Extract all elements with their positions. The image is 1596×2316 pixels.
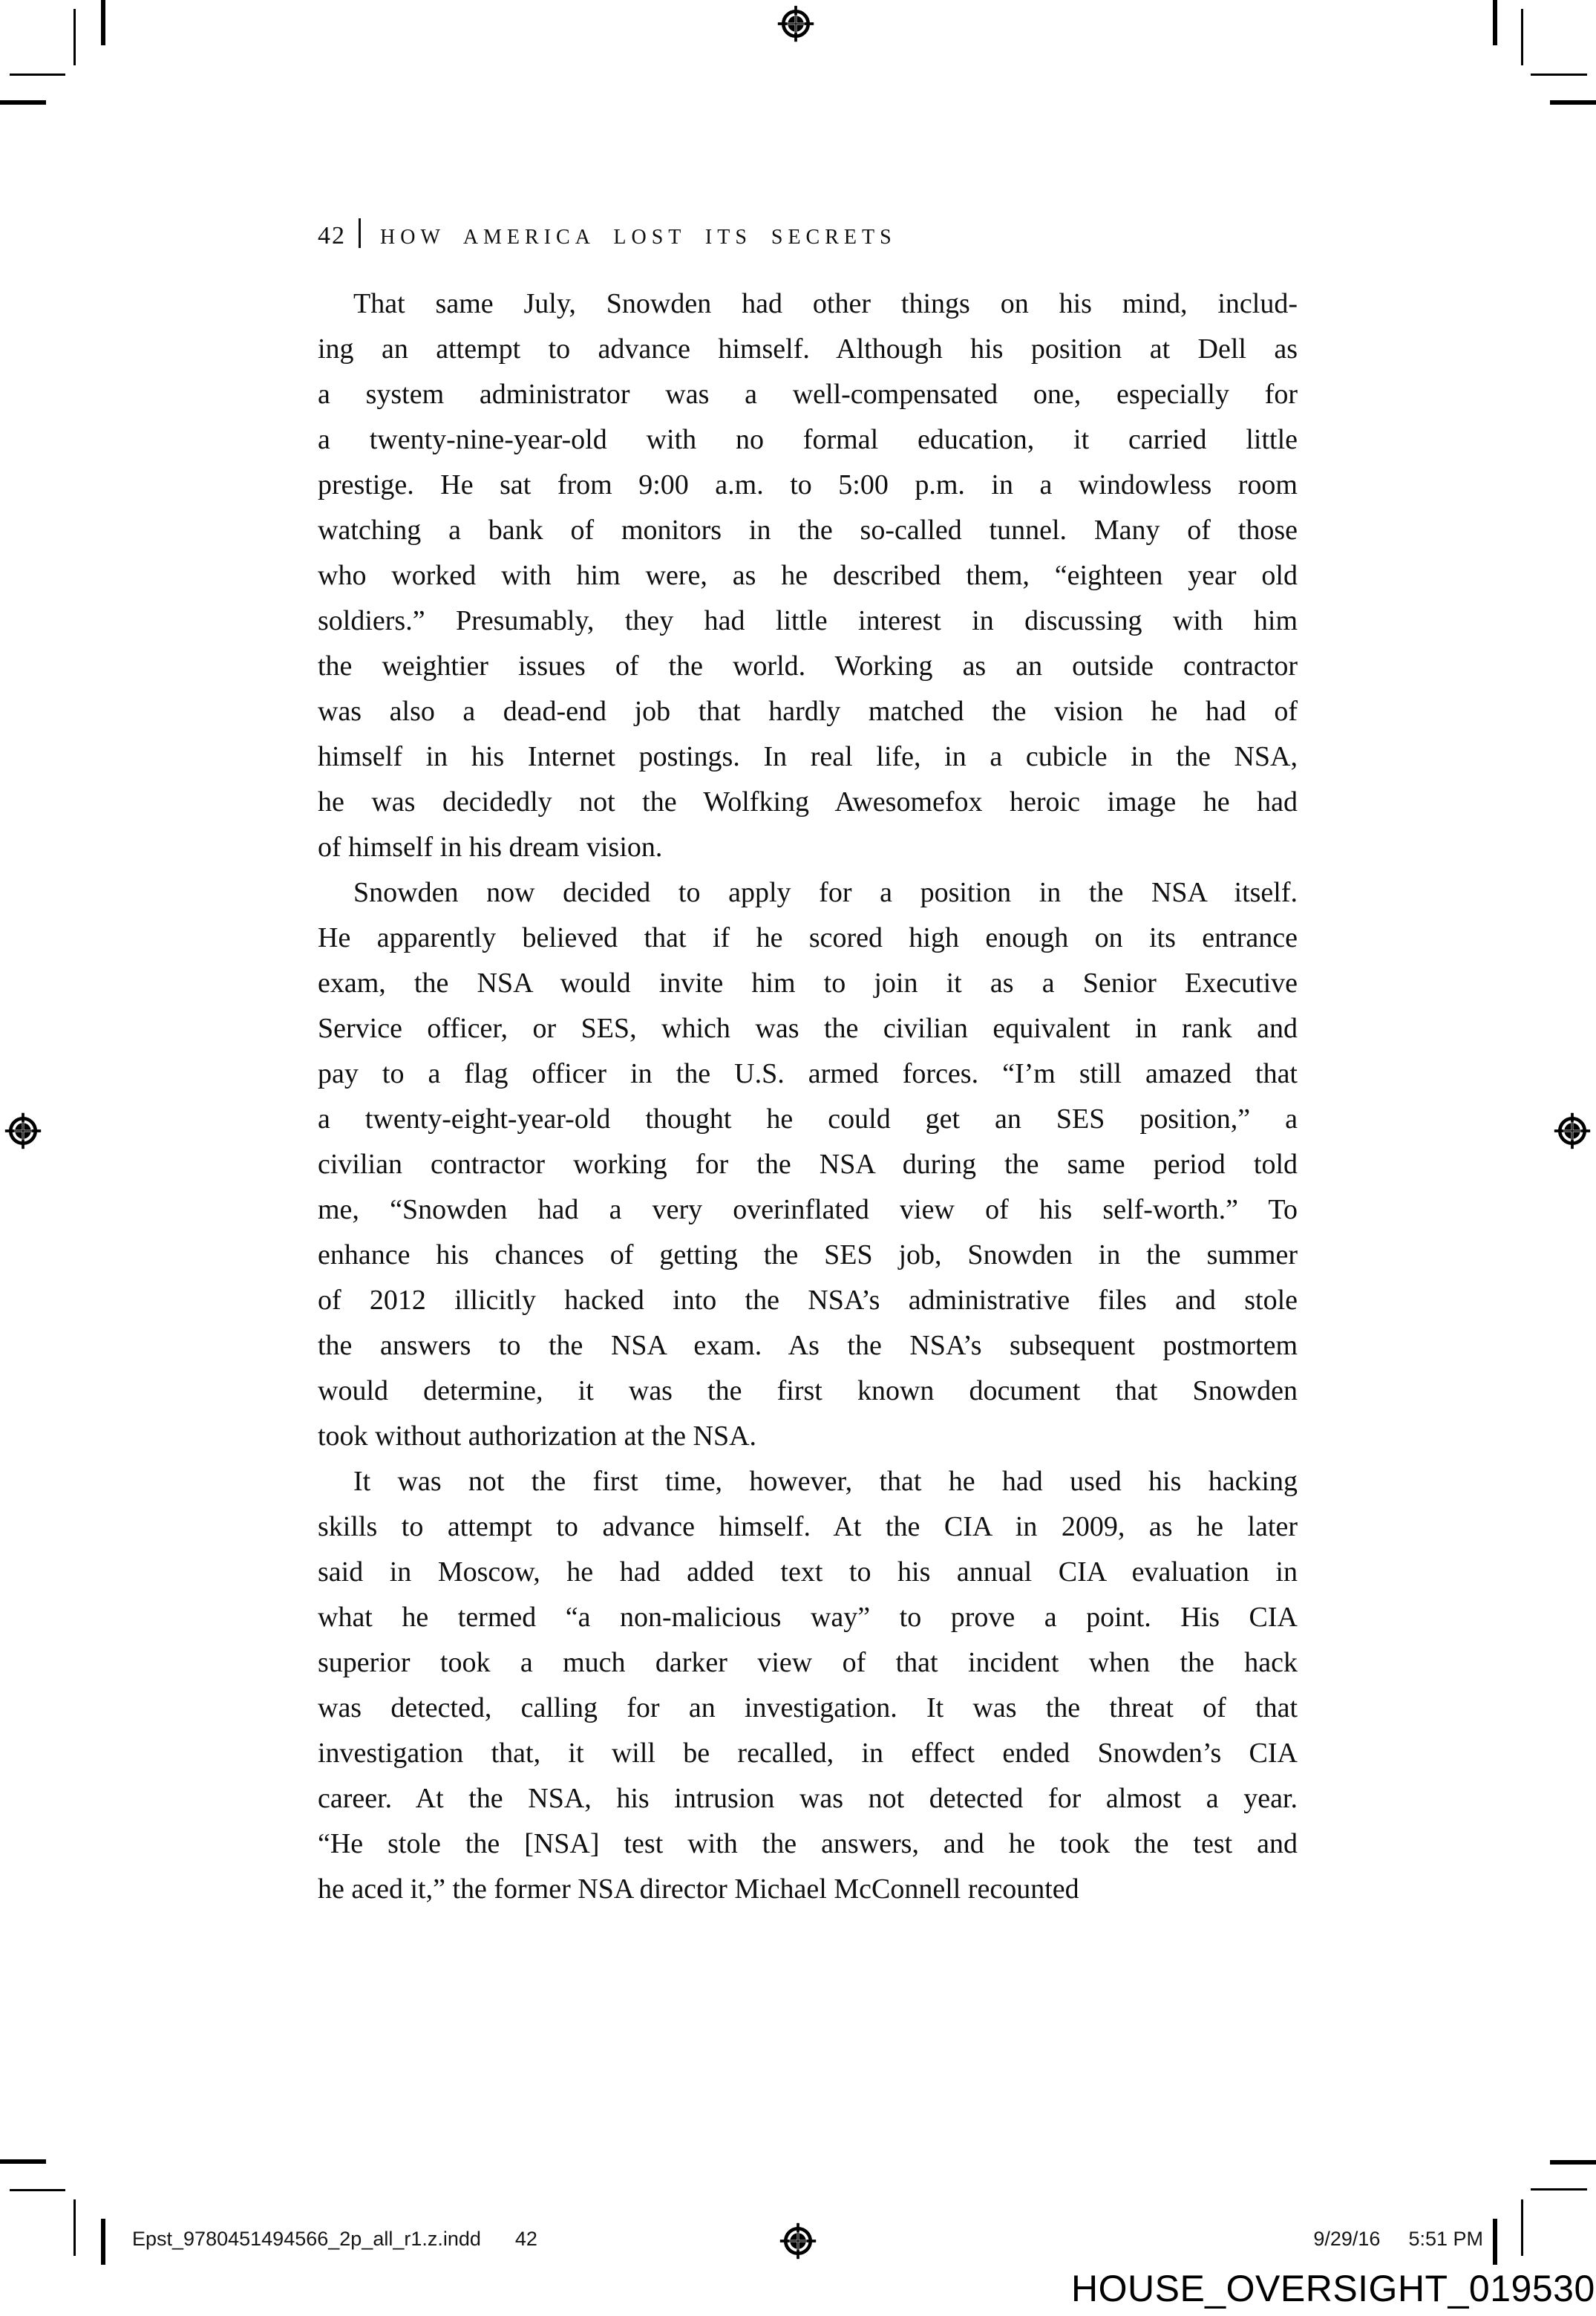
body-line: was also a dead-end job that hardly matched the vision he had of	[318, 696, 1298, 727]
registration-target-icon	[779, 2222, 817, 2260]
body-line: Service officer, or SES, which was the civilian equivalent in rank and	[318, 1013, 1298, 1044]
body-line: would determine, it was the first known document that Snowden	[318, 1375, 1298, 1406]
print-time: 5:51 PM	[1408, 2228, 1483, 2250]
body-line: what he termed “a non-malicious way” to prove a point. His CIA	[318, 1602, 1298, 1633]
page-header	[318, 214, 897, 250]
body-line: said in Moscow, he had added text to his annual CIA evaluation in	[318, 1556, 1298, 1588]
body-line: who worked with him were, as he described them, “eighteen year old	[318, 560, 1298, 591]
body-line: he was decidedly not the Wolfking Awesomefox heroic image he had	[318, 786, 1298, 818]
crop-mark	[0, 100, 46, 105]
body-line: superior took a much darker view of that incident when the hack	[318, 1647, 1298, 1678]
crop-mark	[10, 2189, 65, 2191]
body-line: was detected, calling for an investigation. It was the threat of that	[318, 1692, 1298, 1723]
body-line: himself in his Internet postings. In real life, in a cubicle in the NSA,	[318, 741, 1298, 772]
body-line: He apparently believed that if he scored high enough on its entrance	[318, 922, 1298, 953]
footer-slug	[132, 2228, 537, 2251]
body-text	[318, 281, 1298, 1912]
registration-target-icon	[1553, 1112, 1592, 1150]
body-line: the weightier issues of the world. Working as an outside contractor	[318, 650, 1298, 682]
body-line: pay to a flag officer in the U.S. armed forces. “I’m still amazed that	[318, 1058, 1298, 1089]
registration-target-icon	[4, 1112, 42, 1150]
paragraph	[318, 281, 1298, 870]
running-head-title: HOW AMERICA LOST ITS SECRETS	[380, 226, 897, 249]
body-line: watching a bank of monitors in the so-called tunnel. Many of those	[318, 515, 1298, 546]
crop-mark	[1550, 100, 1596, 105]
crop-mark	[1493, 0, 1497, 45]
body-line: investigation that, it will be recalled, in effect ended Snowden’s CIA	[318, 1738, 1298, 1769]
body-line: a twenty-eight-year-old thought he could get an SES position,” a	[318, 1103, 1298, 1135]
crop-mark	[73, 9, 76, 65]
crop-mark	[0, 2159, 46, 2164]
body-line: a twenty-nine-year-old with no formal education, it carried little	[318, 424, 1298, 455]
body-line: It was not the first time, however, that he had used his hacking	[353, 1466, 1298, 1497]
body-line: soldiers.” Presumably, they had little interest in discussing with him	[318, 605, 1298, 636]
body-line: exam, the NSA would invite him to join it as a Senior Executive	[318, 968, 1298, 999]
crop-mark	[1550, 2160, 1596, 2165]
body-line: civilian contractor working for the NSA during the same period told	[318, 1149, 1298, 1180]
crop-mark	[73, 2199, 76, 2256]
body-line: “He stole the [NSA] test with the answers, and he took the test and	[318, 1828, 1298, 1859]
body-line: skills to attempt to advance himself. At the CIA in 2009, as he later	[318, 1511, 1298, 1542]
body-line: career. At the NSA, his intrusion was not detected for almost a year.	[318, 1783, 1298, 1814]
body-line: ing an attempt to advance himself. Although his position at Dell as	[318, 333, 1298, 365]
body-line: took without authorization at the NSA.	[318, 1420, 757, 1452]
crop-mark	[101, 0, 105, 45]
crop-mark	[1493, 2219, 1497, 2265]
body-line: he aced it,” the former NSA director Michael McConnell recounted	[318, 1873, 1079, 1905]
body-line: me, “Snowden had a very overinflated view of his self-worth.” To	[318, 1194, 1298, 1225]
print-timestamp	[1313, 2228, 1483, 2251]
crop-mark	[1531, 2188, 1587, 2191]
body-line: the answers to the NSA exam. As the NSA’s subsequent postmortem	[318, 1330, 1298, 1361]
crop-mark	[1521, 2199, 1523, 2256]
body-line: enhance his chances of getting the SES job, Snowden in the summer	[318, 1239, 1298, 1270]
bates-stamp: HOUSE_OVERSIGHT_019530	[1071, 2268, 1595, 2309]
registration-target-icon	[776, 4, 815, 43]
body-line: That same July, Snowden had other things on his mind, includ-	[353, 288, 1298, 319]
crop-mark	[101, 2219, 105, 2265]
paragraph	[318, 1459, 1298, 1912]
body-line: Snowden now decided to apply for a position in the NSA itself.	[353, 877, 1298, 908]
folio-page-number: 42	[318, 222, 346, 249]
body-line: of himself in his dream vision.	[318, 832, 663, 863]
slug-filename: Epst_9780451494566_2p_all_r1.z.indd	[132, 2228, 481, 2250]
body-line: prestige. He sat from 9:00 a.m. to 5:00 p.m. in a windowless room	[318, 469, 1298, 500]
body-line: of 2012 illicitly hacked into the NSA’s administrative files and stole	[318, 1285, 1298, 1316]
header-separator-rule	[359, 218, 361, 248]
crop-mark	[1521, 9, 1523, 65]
slug-page-number: 42	[514, 2228, 537, 2250]
print-date: 9/29/16	[1313, 2228, 1381, 2250]
body-line: a system administrator was a well-compensated one, especially for	[318, 379, 1298, 410]
paragraph	[318, 870, 1298, 1459]
crop-mark	[10, 74, 65, 76]
crop-mark	[1531, 74, 1587, 76]
